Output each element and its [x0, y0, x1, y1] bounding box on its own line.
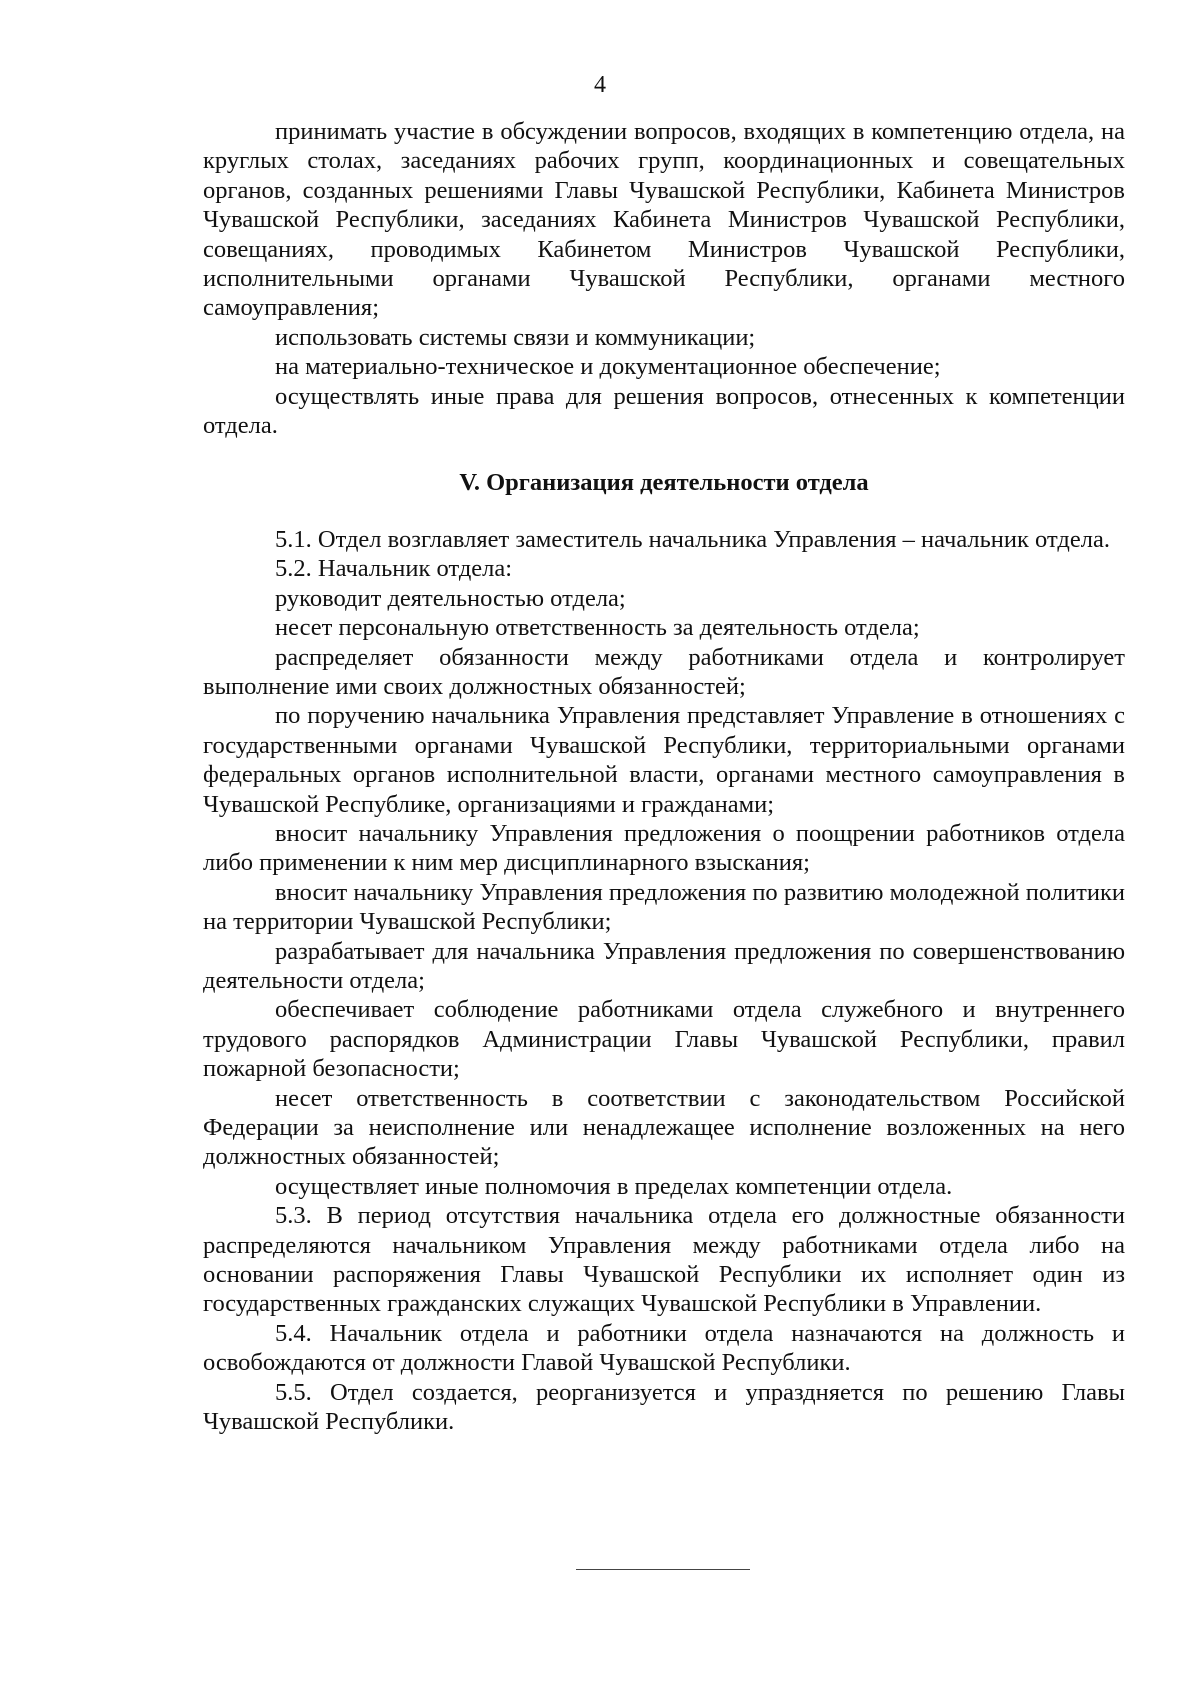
paragraph: руководит деятельностью отдела;	[275, 584, 626, 612]
paragraph: распределяет обязанности между работниками отдела и контролирует выполнение ими своих должностных обязанностей;	[203, 643, 1125, 700]
paragraph: осуществлять иные права для решения вопросов, отнесенных к компетенции отдела.	[203, 382, 1125, 440]
paragraph: на материально-техническое и документационное обеспечение;	[275, 353, 941, 381]
paragraph: обеспечивает соблюдение работниками отдела служебного и внутреннего трудового распорядков Администрации Главы Чувашской Республики, правил пожарной безопасности;	[203, 996, 1125, 1083]
paragraph: 5.1. Отдел возглавляет заместитель начальника Управления – начальник отдела.	[275, 525, 1110, 553]
paragraph: 5.2. Начальник отдела:	[275, 555, 513, 583]
paragraph: 5.5. Отдел создается, реорганизуется и упраздняется по решению Главы Чувашской Республики.	[203, 1378, 1125, 1436]
paragraph: 5.3. В период отсутствия начальника отдела его должностные обязанности распределяются начальником Управления между работниками отдела либо на основании распоряжения Главы Чувашской Республики их исполняет один из государственных гражданских служащих Чувашской Республики в Управлении.	[203, 1202, 1125, 1318]
paragraph: по поручению начальника Управления представляет Управление в отношениях с государственными органами Чувашской Республики, территориальными органами федеральных органов исполнительной власти, органами местного самоуправления в Чувашской Республике, организациями и гражданами;	[203, 702, 1125, 818]
end-of-document-rule	[576, 1569, 750, 1570]
paragraph: несет ответственность в соответствии с законодательством Российской Федерации за неисполнение или ненадлежащее исполнение возложенных на него должностных обязанностей;	[203, 1084, 1125, 1171]
paragraph: вносит начальнику Управления предложения по развитию молодежной политики на территории Чувашской Республики;	[203, 878, 1125, 936]
paragraph: принимать участие в обсуждении вопросов, входящих в компетенцию отдела, на круглых столах, заседаниях рабочих групп, координационных и совещательных органов, созданных решениями Главы Чувашской Республики, Кабинета Министров Чувашской Республики, заседаниях Кабинета Министров Чувашской Республики, совещаниях, проводимых Кабинетом Министров Чувашской Республики, исполнительными органами Чувашской Республики, органами местного самоуправления;	[203, 118, 1125, 322]
section-heading: V. Организация деятельности отдела	[459, 469, 869, 497]
paragraph: вносит начальнику Управления предложения о поощрении работников отдела либо применении к ним мер дисциплинарного взыскания;	[203, 819, 1125, 877]
paragraph: осуществляет иные полномочия в пределах компетенции отдела.	[275, 1172, 953, 1200]
page-number: 4	[594, 72, 606, 98]
paragraph: 5.4. Начальник отдела и работники отдела назначаются на должность и освобождаются от должности Главой Чувашской Республики.	[203, 1319, 1125, 1377]
paragraph: разрабатывает для начальника Управления предложения по совершенствованию деятельности отдела;	[203, 937, 1125, 994]
document-body	[203, 117, 1125, 1436]
paragraph: несет персональную ответственность за деятельность отдела;	[275, 614, 920, 642]
paragraph: использовать системы связи и коммуникации;	[275, 323, 756, 351]
